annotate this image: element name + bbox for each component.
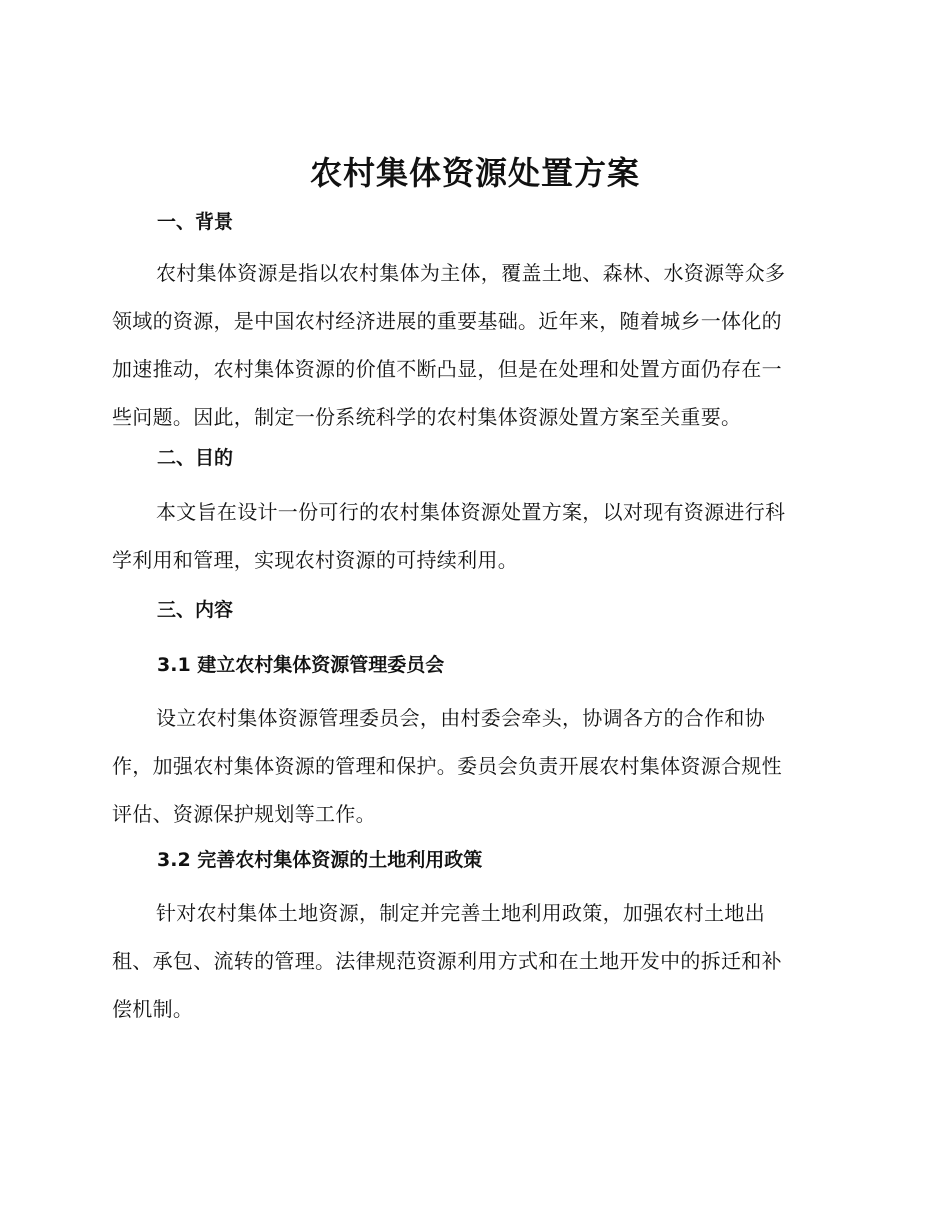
paragraph-line: 农村集体资源是指以农村集体为主体，覆盖土地、森林、水资源等众多: [156, 261, 786, 285]
paragraph-line: 些问题。因此，制定一份系统科学的农村集体资源处置方案至关重要。: [112, 405, 742, 429]
section-heading-content: 三、内容: [157, 599, 234, 621]
subsection-heading-3-1: 3.1 建立农村集体资源管理委员会: [157, 654, 445, 676]
paragraph-purpose: [112, 488, 832, 584]
paragraph-line: 学利用和管理，实现农村资源的可持续利用。: [112, 548, 518, 572]
paragraph-line: 本文旨在设计一份可行的农村集体资源处置方案，以对现有资源进行科: [156, 500, 786, 524]
paragraph-line: 偿机制。: [112, 997, 194, 1021]
paragraph-line: 作，加强农村集体资源的管理和保护。委员会负责开展农村集体资源合规性: [112, 754, 782, 778]
section-heading-purpose: 二、目的: [157, 447, 234, 469]
paragraph-line: 针对农村集体土地资源，制定并完善土地利用政策，加强农村土地出: [156, 901, 765, 925]
paragraph-background: [112, 249, 832, 441]
paragraph-line: 评估、资源保护规划等工作。: [112, 802, 376, 826]
subsection-heading-3-2: 3.2 完善农村集体资源的土地利用政策: [157, 849, 483, 871]
paragraph-3-2: [112, 889, 832, 1033]
paragraph-line: 租、承包、流转的管理。法律规范资源利用方式和在土地开发中的拆迁和补: [112, 949, 782, 973]
section-heading-background: 一、背景: [157, 211, 234, 233]
paragraph-line: 领域的资源，是中国农村经济进展的重要基础。近年来，随着城乡一体化的: [112, 309, 782, 333]
paragraph-line: 加速推动，农村集体资源的价值不断凸显，但是在处理和处置方面仍存在一: [112, 357, 782, 381]
paragraph-line: 设立农村集体资源管理委员会，由村委会牵头，协调各方的合作和协: [156, 706, 765, 730]
paragraph-3-1: [112, 694, 832, 838]
document-title: 农村集体资源处置方案: [309, 154, 640, 192]
